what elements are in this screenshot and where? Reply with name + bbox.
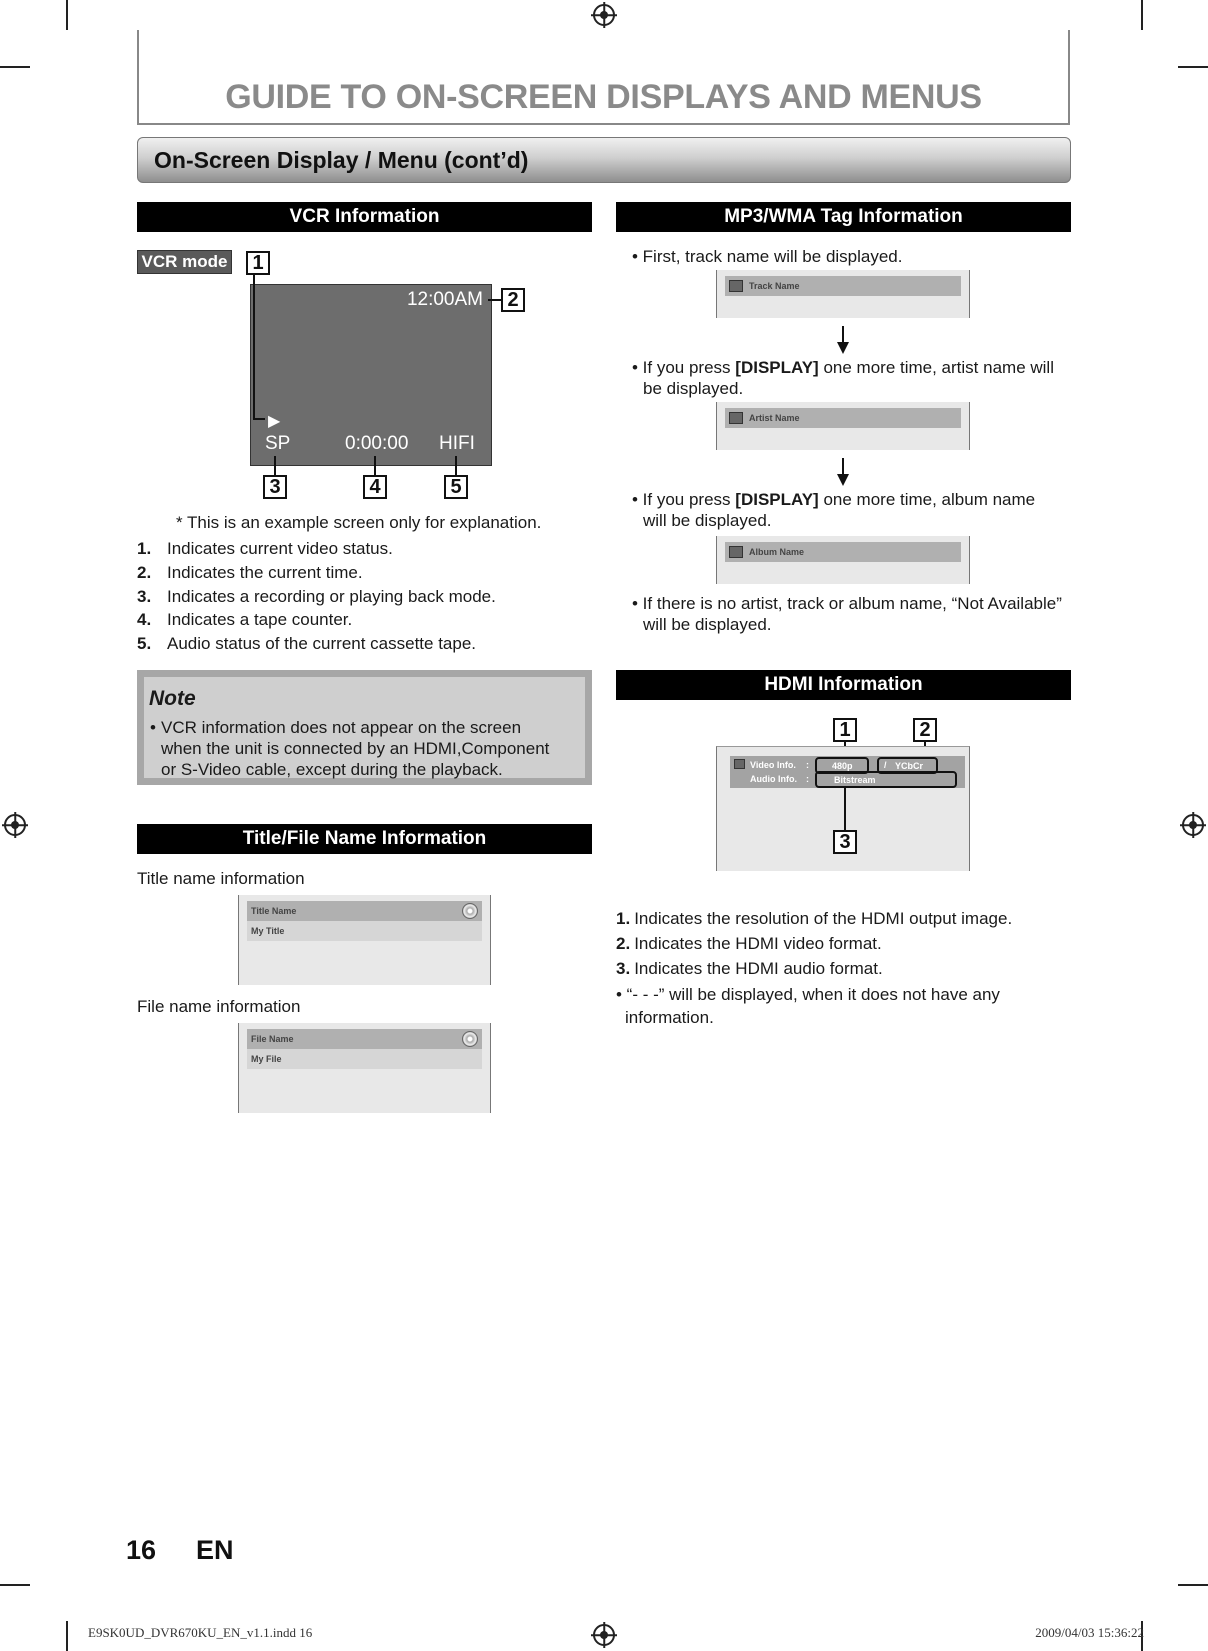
footer-date: 2009/04/03 15:36:22 — [1035, 1625, 1144, 1640]
item-number: 4. — [137, 610, 152, 629]
vcr-speed: SP — [265, 433, 291, 454]
callout-line — [488, 299, 501, 301]
list-item — [137, 562, 363, 583]
item-number: 2. — [616, 934, 631, 953]
item-text: Indicates the HDMI video format. — [634, 934, 882, 953]
audio-info-label: Audio Info. — [750, 774, 797, 784]
separator: / — [884, 760, 887, 770]
file-name-label: File name information — [137, 997, 301, 1016]
hdmi-callout-3: 3 — [833, 830, 857, 854]
page-title: GUIDE TO ON-SCREEN DISPLAYS AND MENUS — [225, 78, 982, 116]
hdmi-callout-1: 1 — [833, 718, 857, 742]
item-number: 2. — [137, 563, 152, 582]
vcr-audio: HIFI — [439, 433, 475, 454]
note-line: when the unit is connected by an HDMI,Component — [161, 739, 550, 758]
list-item — [616, 933, 882, 954]
example-note: * This is an example screen only for explanation. — [176, 513, 542, 532]
item-text: Indicates a tape counter. — [167, 610, 353, 629]
crop-mark — [1178, 66, 1208, 68]
vcr-time: 12:00AM — [406, 289, 483, 310]
list-item — [616, 908, 1012, 929]
title-name-label: Title name information — [137, 869, 305, 888]
mp3-bullet-cont: be displayed. — [643, 379, 744, 398]
callout-line — [253, 418, 265, 420]
track-name-screen — [716, 270, 970, 318]
crop-mark — [66, 0, 68, 30]
item-text: Audio status of the current cassette tape. — [167, 634, 477, 653]
colon: : — [806, 774, 809, 784]
note-box — [137, 670, 592, 785]
crop-mark — [1141, 0, 1143, 30]
display-key: [DISPLAY] — [735, 490, 819, 509]
hdmi-bullet: • “- - -” will be displayed, when it does not have any — [616, 985, 1000, 1004]
item-number: 5. — [137, 634, 152, 653]
footer-file: E9SK0UD_DVR670KU_EN_v1.1.indd 16 — [88, 1625, 313, 1640]
callout-line — [844, 788, 846, 830]
item-text: Indicates the HDMI audio format. — [634, 959, 883, 978]
registration-mark-icon — [1182, 814, 1204, 836]
hdmi-callout-2: 2 — [913, 718, 937, 742]
file-name-text: File Name — [251, 1034, 294, 1044]
callout-2: 2 — [501, 288, 525, 312]
colon: : — [806, 760, 809, 770]
registration-mark-icon — [593, 4, 615, 26]
callout-3: 3 — [263, 475, 287, 499]
vcr-screen — [250, 284, 492, 466]
hdmi-heading: HDMI Information — [616, 670, 1071, 700]
mp3-heading: MP3/WMA Tag Information — [616, 202, 1071, 232]
vcr-heading: VCR Information — [137, 202, 592, 232]
registration-mark-icon — [4, 814, 26, 836]
title-name-screen — [238, 895, 491, 985]
track-name-text: Track Name — [749, 281, 800, 291]
album-name-screen — [716, 536, 970, 584]
note-line: VCR information does not appear on the screen — [161, 718, 522, 737]
disc-icon — [462, 1031, 478, 1047]
mp3-bullet: • If there is no artist, track or album name, “Not Available” — [632, 594, 1062, 613]
artist-icon — [729, 412, 743, 424]
callout-line — [274, 456, 276, 475]
file-value-row: My File — [247, 1049, 482, 1069]
audio-format-value: Bitstream — [834, 775, 876, 785]
bullet-text: one more time, artist name will — [818, 358, 1054, 377]
hdmi-bullet-cont: information. — [625, 1008, 714, 1027]
list-item — [137, 609, 352, 630]
page-number: 16 — [126, 1535, 157, 1565]
mp3-bullet: • First, track name will be displayed. — [632, 247, 903, 266]
audio-format-box — [815, 771, 957, 788]
note-inner — [144, 677, 585, 778]
track-name-row — [725, 276, 961, 296]
video-info-label: Video Info. — [750, 760, 796, 770]
mp3-bullet-cont: will be displayed. — [643, 615, 772, 634]
item-text: Indicates current video status. — [167, 539, 393, 558]
album-name-text: Album Name — [749, 547, 805, 557]
item-number: 3. — [616, 959, 631, 978]
mp3-bullet-cont: will be displayed. — [643, 511, 772, 530]
bullet-text: • If you press — [632, 358, 736, 377]
artist-name-row — [725, 408, 961, 428]
mp3-bullet — [632, 489, 1035, 510]
crop-mark — [0, 1584, 30, 1586]
list-item — [137, 633, 476, 654]
bullet-text: one more time, album name — [818, 490, 1036, 509]
callout-line — [374, 456, 376, 475]
callout-line — [253, 275, 255, 420]
title-name-text: Title Name — [251, 906, 297, 916]
hdmi-icon — [734, 759, 745, 769]
title-file-heading: Title/File Name Information — [137, 824, 592, 854]
crop-mark — [1178, 1584, 1208, 1586]
track-icon — [729, 280, 743, 292]
item-text: Indicates a recording or playing back mode. — [167, 587, 496, 606]
disc-icon — [462, 903, 478, 919]
video-format-value: YCbCr — [895, 761, 924, 771]
list-item — [616, 958, 883, 979]
callout-4: 4 — [363, 475, 387, 499]
item-text: Indicates the current time. — [167, 563, 363, 582]
item-number: 1. — [616, 909, 631, 928]
album-icon — [729, 546, 743, 558]
vcr-mode-tag: VCR mode — [137, 250, 232, 274]
title-value-row: My Title — [247, 921, 482, 941]
section-bar — [137, 137, 1071, 183]
artist-name-screen — [716, 402, 970, 450]
resolution-value: 480p — [832, 761, 853, 771]
registration-mark-icon — [593, 1624, 615, 1646]
bullet-text: • If you press — [632, 490, 736, 509]
down-arrow-icon — [842, 326, 844, 352]
down-arrow-icon — [842, 458, 844, 484]
crop-mark — [66, 1621, 68, 1651]
display-key: [DISPLAY] — [735, 358, 819, 377]
crop-mark — [0, 66, 30, 68]
mp3-bullet — [632, 357, 1054, 378]
item-text: Indicates the resolution of the HDMI output image. — [634, 909, 1013, 928]
note-bullet: • — [150, 718, 156, 737]
item-number: 1. — [137, 539, 152, 558]
item-number: 3. — [137, 587, 152, 606]
title-name-row — [247, 901, 482, 921]
album-name-row — [725, 542, 961, 562]
section-title: On-Screen Display / Menu (cont’d) — [154, 147, 529, 173]
list-item — [137, 586, 496, 607]
note-line: or S-Video cable, except during the playback. — [161, 760, 503, 779]
file-name-screen — [238, 1023, 491, 1113]
callout-5: 5 — [444, 475, 468, 499]
callout-1: 1 — [246, 251, 270, 275]
play-status-icon: ▶ — [268, 413, 281, 430]
callout-line — [455, 456, 457, 475]
artist-name-text: Artist Name — [749, 413, 800, 423]
file-name-row — [247, 1029, 482, 1049]
vcr-counter: 0:00:00 — [345, 433, 409, 454]
list-item — [137, 538, 393, 559]
note-title: Note — [149, 687, 196, 710]
page-language: EN — [196, 1535, 234, 1565]
